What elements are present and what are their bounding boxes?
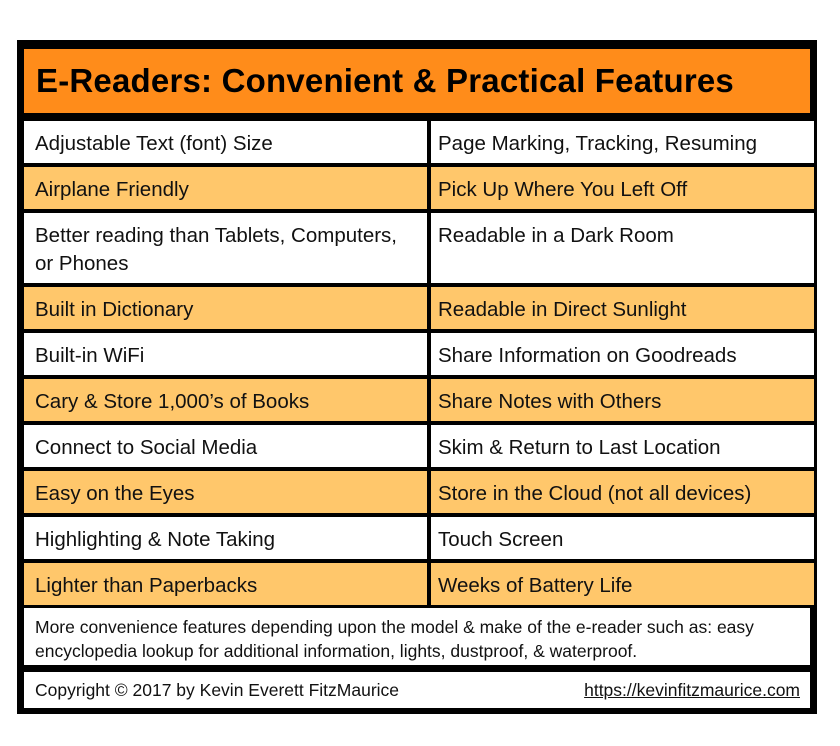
feature-cell: Readable in a Dark Room <box>431 213 814 283</box>
copyright-text: Copyright © 2017 by Kevin Everett FitzMaurice <box>35 679 400 700</box>
feature-cell: Built in Dictionary <box>24 287 427 329</box>
table-row <box>24 213 815 283</box>
feature-cell: Highlighting & Note Taking <box>24 517 427 559</box>
feature-cell: Weeks of Battery Life <box>431 563 814 605</box>
website-link[interactable]: https://kevinfitzmaurice.com <box>584 679 800 700</box>
footer <box>24 672 810 708</box>
table-row <box>24 563 815 605</box>
feature-cell: Pick Up Where You Left Off <box>431 167 814 209</box>
page-title: E-Readers: Convenient & Practical Features <box>24 49 810 113</box>
table-row <box>24 517 815 559</box>
table-row <box>24 333 815 375</box>
table-row <box>24 121 815 163</box>
feature-cell: Built-in WiFi <box>24 333 427 375</box>
table-row <box>24 379 815 421</box>
table-row <box>24 471 815 513</box>
feature-cell: Page Marking, Tracking, Resuming <box>431 121 814 163</box>
feature-cell: Adjustable Text (font) Size <box>24 121 427 163</box>
feature-cell: Airplane Friendly <box>24 167 427 209</box>
additional-features-note: More convenience features depending upon the model & make of the e-reader such as: easy encyclopedia lookup for additional information, lights, dustproof, & waterproof. <box>24 608 810 665</box>
features-table <box>24 121 815 605</box>
feature-cell: Lighter than Paperbacks <box>24 563 427 605</box>
feature-cell: Share Notes with Others <box>431 379 814 421</box>
feature-cell: Readable in Direct Sunlight <box>431 287 814 329</box>
table-row <box>24 167 815 209</box>
feature-cell: Share Information on Goodreads <box>431 333 814 375</box>
feature-cell: Store in the Cloud (not all devices) <box>431 471 814 513</box>
feature-cell: Connect to Social Media <box>24 425 427 467</box>
table-row <box>24 287 815 329</box>
feature-cell: Easy on the Eyes <box>24 471 427 513</box>
table-row <box>24 425 815 467</box>
feature-cell: Better reading than Tablets, Computers, or Phones <box>24 213 427 283</box>
feature-cell: Touch Screen <box>431 517 814 559</box>
feature-cell: Cary & Store 1,000’s of Books <box>24 379 427 421</box>
feature-cell: Skim & Return to Last Location <box>431 425 814 467</box>
